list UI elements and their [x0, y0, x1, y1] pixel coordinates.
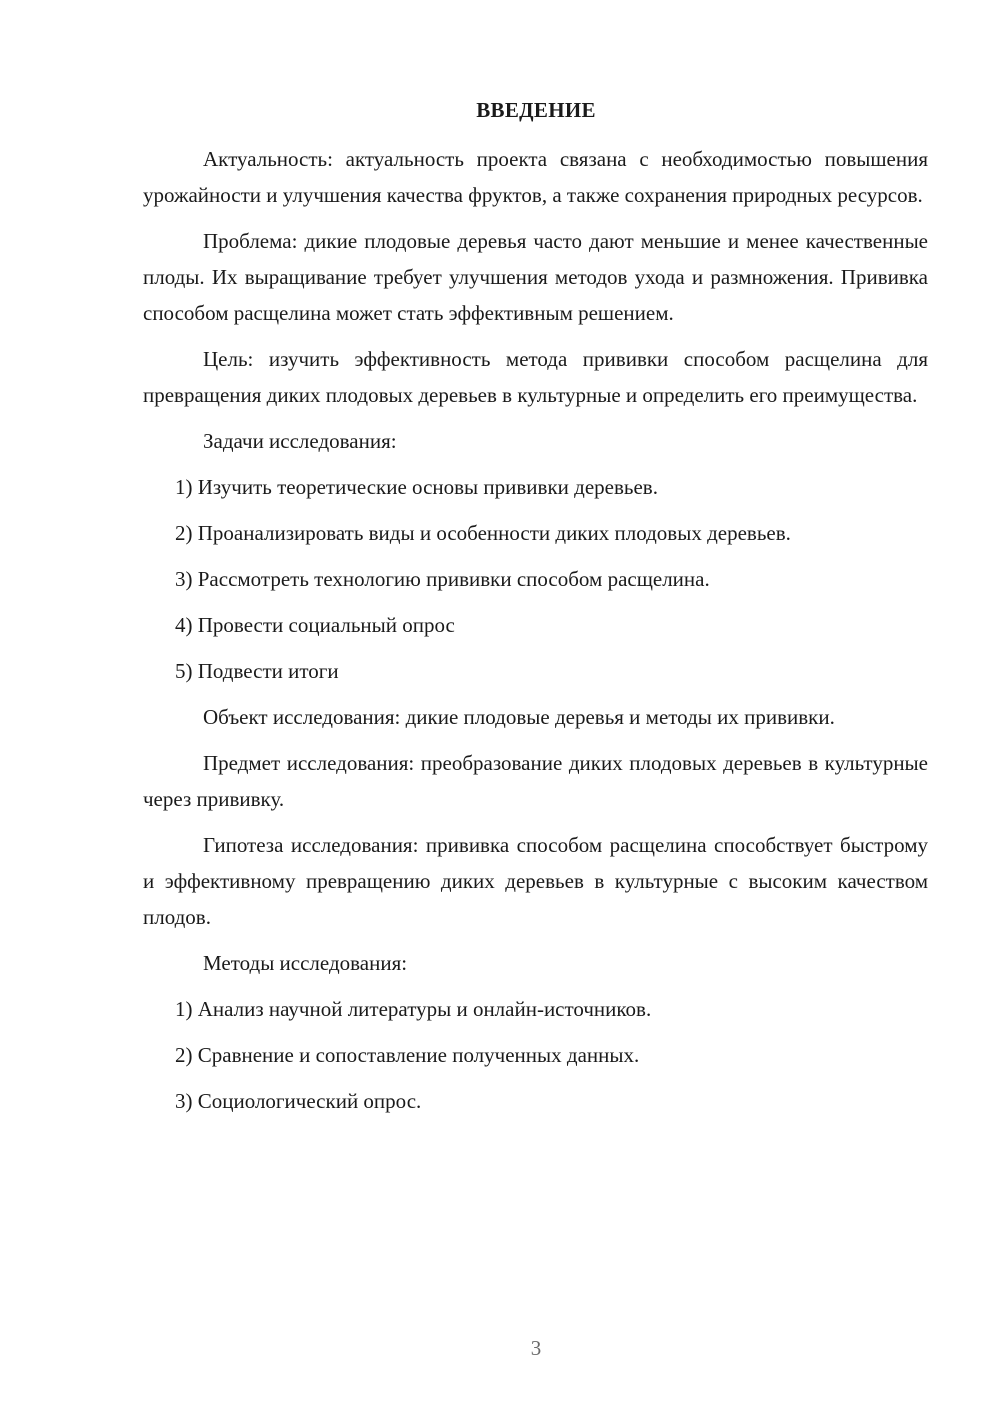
hypothesis-paragraph: Гипотеза исследования: прививка способом расщелина способствует быстрому и эффективному превращению диких деревьев в культурные с высоким качеством плодов. [143, 833, 928, 929]
methods-list [143, 991, 928, 1119]
methods-heading: Методы исследования: [203, 951, 408, 975]
tasks-heading: Задачи исследования: [203, 429, 397, 453]
subject-paragraph: Предмет исследования: преобразование диких плодовых деревьев в культурные через прививку. [143, 751, 928, 811]
object-paragraph: Объект исследования: дикие плодовые деревья и методы их прививки. [203, 705, 835, 729]
list-item: 2) Сравнение и сопоставление полученных данных. [175, 1043, 640, 1067]
list-item: 3) Рассмотреть технологию прививки способом расщелина. [175, 567, 710, 591]
list-item: 4) Провести социальный опрос [175, 613, 455, 637]
list-item: 2) Проанализировать виды и особенности диких плодовых деревьев. [175, 521, 791, 545]
page-number: 3 [530, 1336, 542, 1360]
list-item: 3) Социологический опрос. [175, 1089, 422, 1113]
list-item: 1) Изучить теоретические основы прививки деревьев. [175, 475, 658, 499]
tasks-list [143, 469, 928, 689]
list-item: 5) Подвести итоги [175, 659, 339, 683]
relevance-paragraph: Актуальность: актуальность проекта связана с необходимостью повышения урожайности и улучшения качества фруктов, а также сохранения природных ресурсов. [143, 147, 928, 207]
document-body [143, 141, 928, 1129]
page-title: ВВЕДЕНИЕ [476, 98, 596, 122]
problem-paragraph: Проблема: дикие плодовые деревья часто дают меньшие и менее качественные плоды. Их выращивание требует улучшения методов ухода и размножения. Прививка способом расщелина может стать эффективным решением. [143, 229, 928, 325]
list-item: 1) Анализ научной литературы и онлайн-источников. [175, 997, 652, 1021]
goal-paragraph: Цель: изучить эффективность метода прививки способом расщелина для превращения диких плодовых деревьев в культурные и определить его преимущества. [143, 347, 928, 407]
